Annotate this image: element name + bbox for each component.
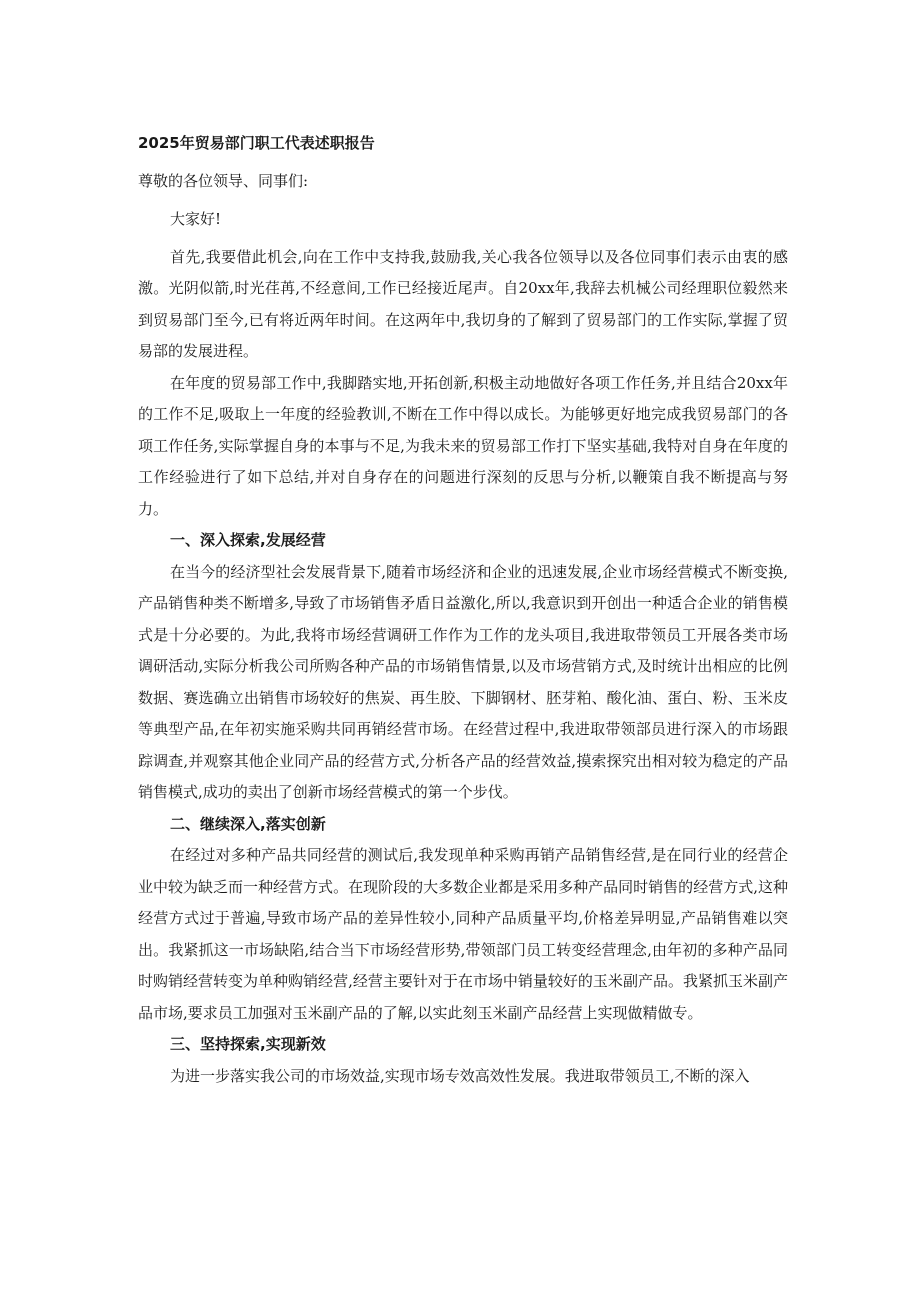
- section-heading: 二、继续深入,落实创新: [170, 814, 326, 833]
- salutation: 尊敬的各位领导、同事们:: [138, 172, 309, 190]
- intro-paragraph: 在年度的贸易部工作中,我脚踏实地,开拓创新,积极主动地做好各项工作任务,并且结合20xx年的工作不足,吸取上一年度的经验教训,不断在工作中得以成长。为能够更好地完成我贸易部门的各项工作任务,实际掌握自身的本事与不足,为我未来的贸易部工作打下坚实基础,我特对自身在年度的工作经验进行了如下总结,并对自身存在的问题进行深刻的反思与分析,以鞭策自我不断提高与努力。: [138, 373, 788, 518]
- document-page: [138, 128, 788, 1092]
- section-heading: 一、深入探索,发展经营: [170, 531, 326, 549]
- intro-paragraph: 首先,我要借此机会,向在工作中支持我,鼓励我,关心我各位领导以及各位同事们表示由衷的感激。光阴似箭,时光荏苒,不经意间,工作已经接近尾声。自20xx年,我辞去机械公司经理职位毅然来到贸易部门至今,已有将近两年时间。在这两年中,我切身的了解到了贸易部门的工作实际,掌握了贸易部的发展进程。: [138, 247, 788, 360]
- section-body: 为进一步落实我公司的市场效益,实现市场专效高效性发展。我进取带领员工,不断的深入: [170, 1066, 750, 1085]
- greeting: 大家好!: [170, 210, 222, 228]
- section-body: 在当今的经济型社会发展背景下,随着市场经济和企业的迅速发展,企业市场经营模式不断变换,产品销售种类不断增多,导致了市场销售矛盾日益激化,所以,我意识到开创出一种适合企业的销售模式是十分必要的。为此,我将市场经营调研工作作为工作的龙头项目,我进取带领员工开展各类市场调研活动,实际分析我公司所购各种产品的市场销售情景,以及市场营销方式,及时统计出相应的比例数据、赛选确立出销售市场较好的焦炭、再生胶、下脚钢材、胚芽粕、酸化油、蛋白、粉、玉米皮等典型产品,在年初实施采购共同再销经营市场。在经营过程中,我进取带领部员进行深入的市场跟踪调查,并观察其他企业同产品的经营方式,分析各产品的经营效益,摸索探究出相对较为稳定的产品销售模式,成功的卖出了创新市场经营模式的第一个步伐。: [138, 562, 788, 801]
- document-title: 2025年贸易部门职工代表述职报告: [138, 134, 375, 152]
- section-heading: 三、坚持探索,实现新效: [170, 1035, 326, 1053]
- section-body: 在经过对多种产品共同经营的测试后,我发现单种采购再销产品销售经营,是在同行业的经营企业中较为缺乏而一种经营方式。在现阶段的大多数企业都是采用多种产品同时销售的经营方式,这种经营方式过于普遍,导致市场产品的差异性较小,同种产品质量平均,价格差异明显,产品销售难以突出。我紧抓这一市场缺陷,结合当下市场经营形势,带领部门员工转变经营理念,由年初的多种产品同时购销经营转变为单种购销经营,经营主要针对于在市场中销量较好的玉米副产品。我紧抓玉米副产品市场,要求员工加强对玉米副产品的了解,以实此刻玉米副产品经营上实现做精做专。: [138, 846, 788, 1022]
